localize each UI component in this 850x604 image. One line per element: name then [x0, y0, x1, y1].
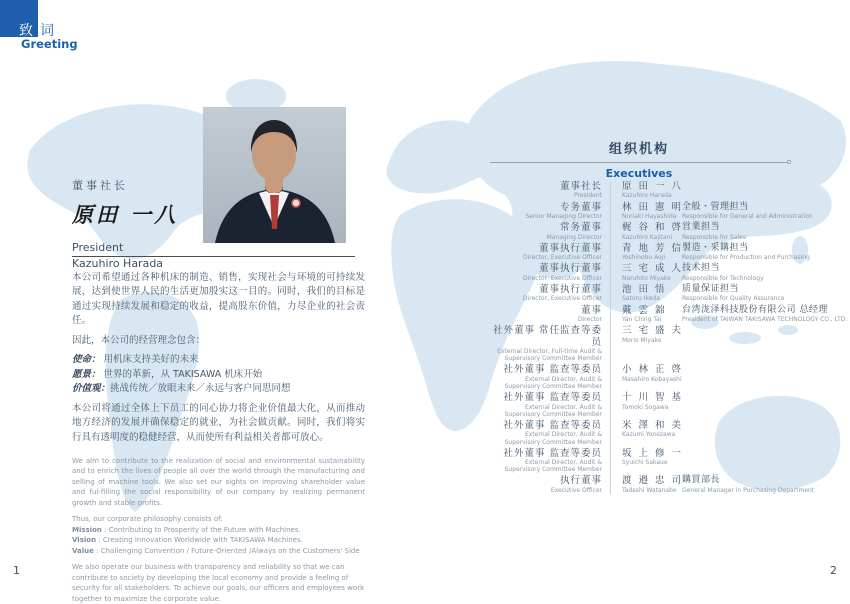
message-en-para1: We aim to contribute to the realization of social and environmental sustainability and to enrich the lives of people all over the world through the manufacturing and selling of machine tools. We also set our sights on improving shareholder value and ful-filling the social responsibility of our company by realizing permanent growth and stable profits.	[72, 456, 365, 507]
section-divider-line	[72, 256, 355, 257]
executive-row-external-audit-4: 社外董事 监查等委员 External Director, Audit & Supervisory Committee Member 坂 上 修 一 Syuichi Sakaue	[503, 447, 684, 474]
executive-row-senior-managing-director: 专务董事 Senior Managing Director 林 田 憲 明 Noriaki Hayashida 全般・管理担当 Responsible for General and Administration	[525, 201, 813, 220]
message-cn-para1: 本公司希望通过各种机床的制造、销售，实现社会与环境的可持续发展，达到使世界人民的生活更加殷实这一目的。同时，我们的目标是通过实现持续发展和稳定的收益，提高股东价值，力尽企业的社会责任。	[72, 272, 365, 326]
executive-row-external-audit-2: 社外董事 监查等委员 External Director, Audit & Supervisory Committee Member 十 川 智 基 Tomoki Sogawa	[503, 392, 684, 418]
executive-row-director-taiwan: 董事 Director 戴 雲 錦 Yan Ching Tai 台湾泷泽科技股份有限公司 总经理 President of TAIWAN TAKISAWA TECHNOLOGY CO., LTD.	[577, 304, 848, 324]
president-name-en: Kazuhiro Harada	[72, 257, 164, 270]
greeting-title-cn-char1: 致	[19, 23, 40, 39]
president-role-cn: 董事社长	[72, 179, 128, 192]
president-photo	[203, 107, 346, 243]
page-number-right: 2	[830, 564, 837, 577]
philosophy-cn-value: 价值观：挑战传统／放眼未来／永远与客户同思同想	[72, 382, 291, 394]
philosophy-cn-list	[72, 353, 365, 396]
executive-row-external-audit-1: 社外董事 监查等委员 External Director, Audit & Supervisory Committee Member 小 林 正 啓 Masahiro Kobayashi	[503, 364, 684, 390]
president-role-en: President	[72, 241, 124, 254]
executives-header-rule	[490, 162, 788, 163]
philosophy-en-vision: Vision : Creating Innovation Worldwide with TAKISAWA Machines.	[72, 536, 303, 545]
greeting-title-en: Greeting	[21, 37, 78, 51]
executive-row-executive-officer: 执行董事 Executive Officer 渡 邉 忠 司 Tadashi Watanabe 購買部長 General Manager in Purchasing Department	[550, 475, 815, 494]
philosophy-en-value: Value : Challenging Convention / Future-Oriented /Always on the Customers' Side	[72, 546, 360, 555]
philosophy-en-list	[72, 525, 365, 557]
executives-title-cn: 组织机构	[608, 142, 669, 157]
executive-row-external-audit-3: 社外董事 监查等委员 External Director, Audit & Supervisory Committee Member 米 澤 和 美 Kazumi Yonezawa	[503, 419, 684, 446]
message-cn-para2: 因此，本公司的经营理念包含：	[72, 335, 206, 346]
executive-row-president: 董事社长 President 原 田 一 八 Kazuhiro Harada	[559, 181, 684, 200]
philosophy-cn-mission: 使命： 用机床支持美好的未来	[72, 354, 199, 366]
president-signature: 原田 一八	[72, 202, 179, 227]
executive-row-external-fulltime-audit: 社外董事 常任监查等委员 External Director, Full-time Audit & Supervisory Committee Member 三 宅 盛 夫 Morio Miyake	[492, 325, 684, 363]
executive-row-director-officer-quality: 董事执行董事 Director, Executive Officer 池 田 悟 Satoru Ikeda 质量保证担当 Responsible for Quality Assurance	[522, 284, 785, 303]
executives-title-en: Executives	[605, 167, 673, 180]
executive-row-director-officer-technology: 董事执行董事 Director, Executive Officer 三 宅 成 人 Naruhito Miyake 技术担当 Responsible for Technology	[522, 263, 764, 282]
message-cn-para3: 本公司将通过全体上下员工的同心协力将企业价值最大化，从而推动地方经济的发展并确保稳定的就业，为社会做贡献。同时，我们将实行具有透明度的稳健经营，从而使所有利益相关者都可放心。	[72, 403, 365, 443]
executive-row-director-officer-production: 董事执行董事 Director, Executive Officer 青 地 芳 信 Yoshinobu Aoji 製造・采購担当 Responsible for Production and Purchasing	[522, 242, 810, 262]
message-en-para2: Thus, our corporate philosophy consists of:	[72, 515, 223, 524]
line-end-dot	[787, 160, 791, 164]
page-number-left: 1	[13, 564, 20, 577]
executives-table	[488, 181, 848, 496]
executive-row-managing-director: 常务董事 Managing Director 梶 谷 和 啓 Kazuhiro Kajitani 営業担当 Responsible for Sales	[546, 222, 746, 241]
greeting-message	[72, 271, 365, 604]
executives-header	[490, 138, 788, 180]
philosophy-cn-vision: 愿景： 世界的革新，从 TAKISAWA 机床开始	[72, 368, 263, 380]
message-en-para3: We also operate our business with transparency and reliability so that we can contribute to society by developing the local economy and provide a feeling of security for all stakeholders. To achieve our goals, our officers and employees work together to maximize the corporate value.	[72, 563, 365, 603]
executives-column-divider	[610, 183, 611, 494]
greeting-title-cn-char2: 词	[40, 23, 61, 39]
philosophy-en-mission: Mission : Contributing to Prosperity of the Future with Machines.	[72, 525, 301, 534]
